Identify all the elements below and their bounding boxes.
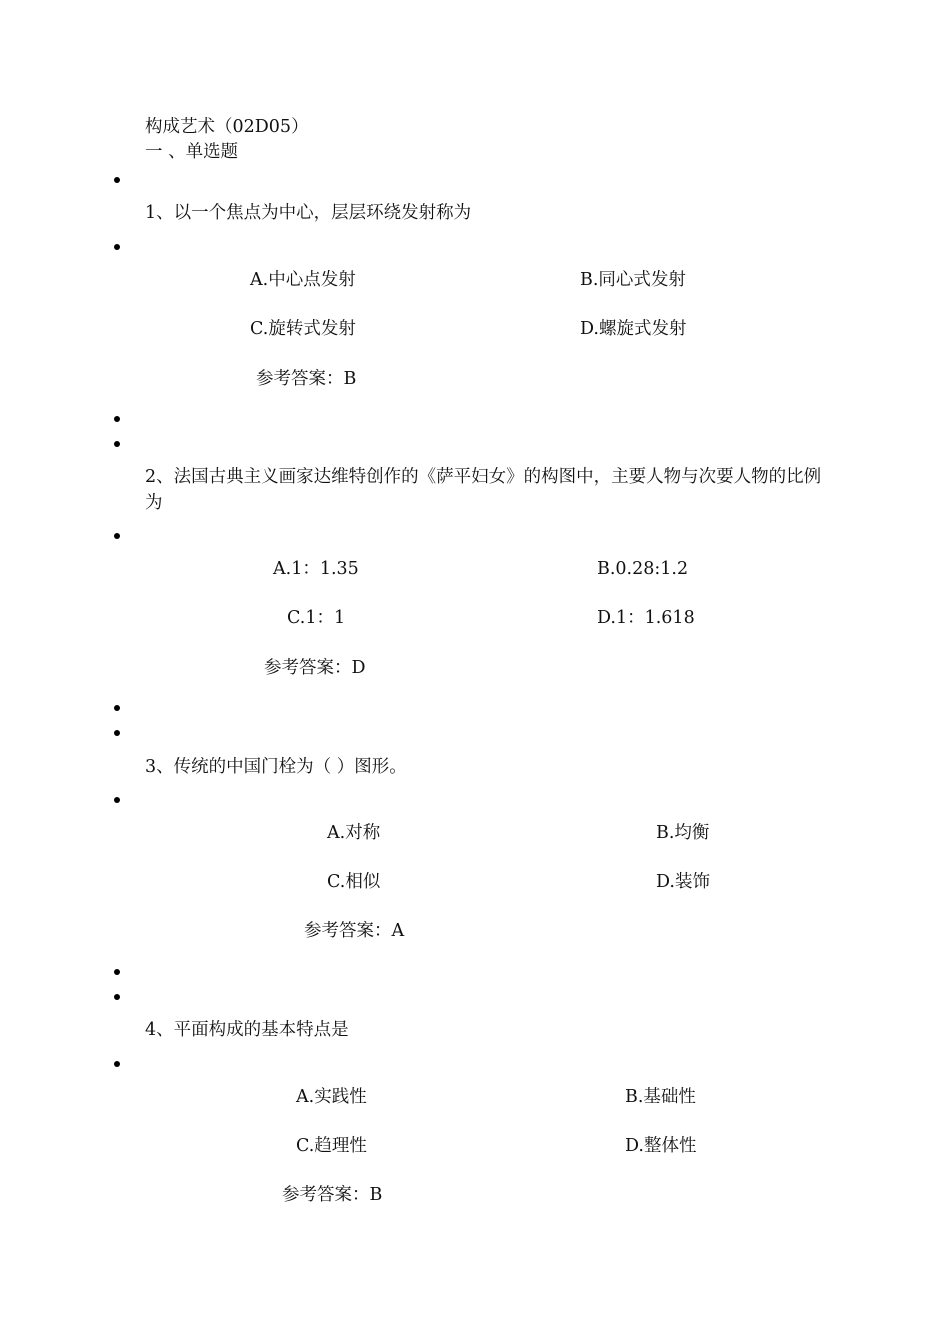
question-2-option-c: C.1：1: [287, 608, 346, 628]
question-2-answer: 参考答案：D: [264, 658, 366, 678]
question-3-option-c: C.相似: [327, 872, 381, 892]
question-1-option-c: C.旋转式发射: [250, 319, 356, 339]
question-4-answer: 参考答案：B: [282, 1185, 383, 1205]
question-4-option-a: A.实践性: [296, 1087, 367, 1107]
document-title: 构成艺术（02D05）: [145, 117, 309, 137]
bullet-dot: [114, 416, 120, 422]
question-1-stem: 1、以一个焦点为中心，层层环绕发射称为: [145, 203, 472, 223]
question-3-option-a: A.对称: [327, 823, 381, 843]
bullet-dot: [114, 1061, 120, 1067]
question-4-option-b: B.基础性: [625, 1087, 696, 1107]
bullet-dot: [114, 177, 120, 183]
question-4-option-d: D.整体性: [625, 1136, 697, 1156]
question-1-option-d: D.螺旋式发射: [580, 319, 687, 339]
question-2-option-b: B.0.28:1.2: [597, 559, 689, 579]
question-2-option-a: A.1：1.35: [273, 559, 359, 579]
question-1-option-a: A.中心点发射: [250, 270, 356, 290]
question-1-answer: 参考答案：B: [256, 369, 357, 389]
question-3-answer: 参考答案：A: [304, 921, 405, 941]
bullet-dot: [114, 969, 120, 975]
bullet-dot: [114, 994, 120, 1000]
bullet-dot: [114, 244, 120, 250]
question-2-stem: 2、法国古典主义画家达维特创作的《萨平妇女》的构图中，主要人物与次要人物的比例为: [145, 467, 822, 513]
bullet-dot: [114, 533, 120, 539]
bullet-dot: [114, 797, 120, 803]
bullet-dot: [114, 730, 120, 736]
question-3-option-d: D.装饰: [656, 872, 710, 892]
question-4-option-c: C.趋理性: [296, 1136, 367, 1156]
section-heading: 一 、单选题: [145, 142, 239, 162]
bullet-dot: [114, 705, 120, 711]
bullet-dot: [114, 441, 120, 447]
question-3-stem: 3、传统的中国门栓为（ ）图形。: [145, 757, 407, 777]
question-3-option-b: B.均衡: [656, 823, 710, 843]
question-2-option-d: D.1：1.618: [597, 608, 695, 628]
question-4-stem: 4、平面构成的基本特点是: [145, 1020, 349, 1040]
question-1-option-b: B.同心式发射: [580, 270, 686, 290]
